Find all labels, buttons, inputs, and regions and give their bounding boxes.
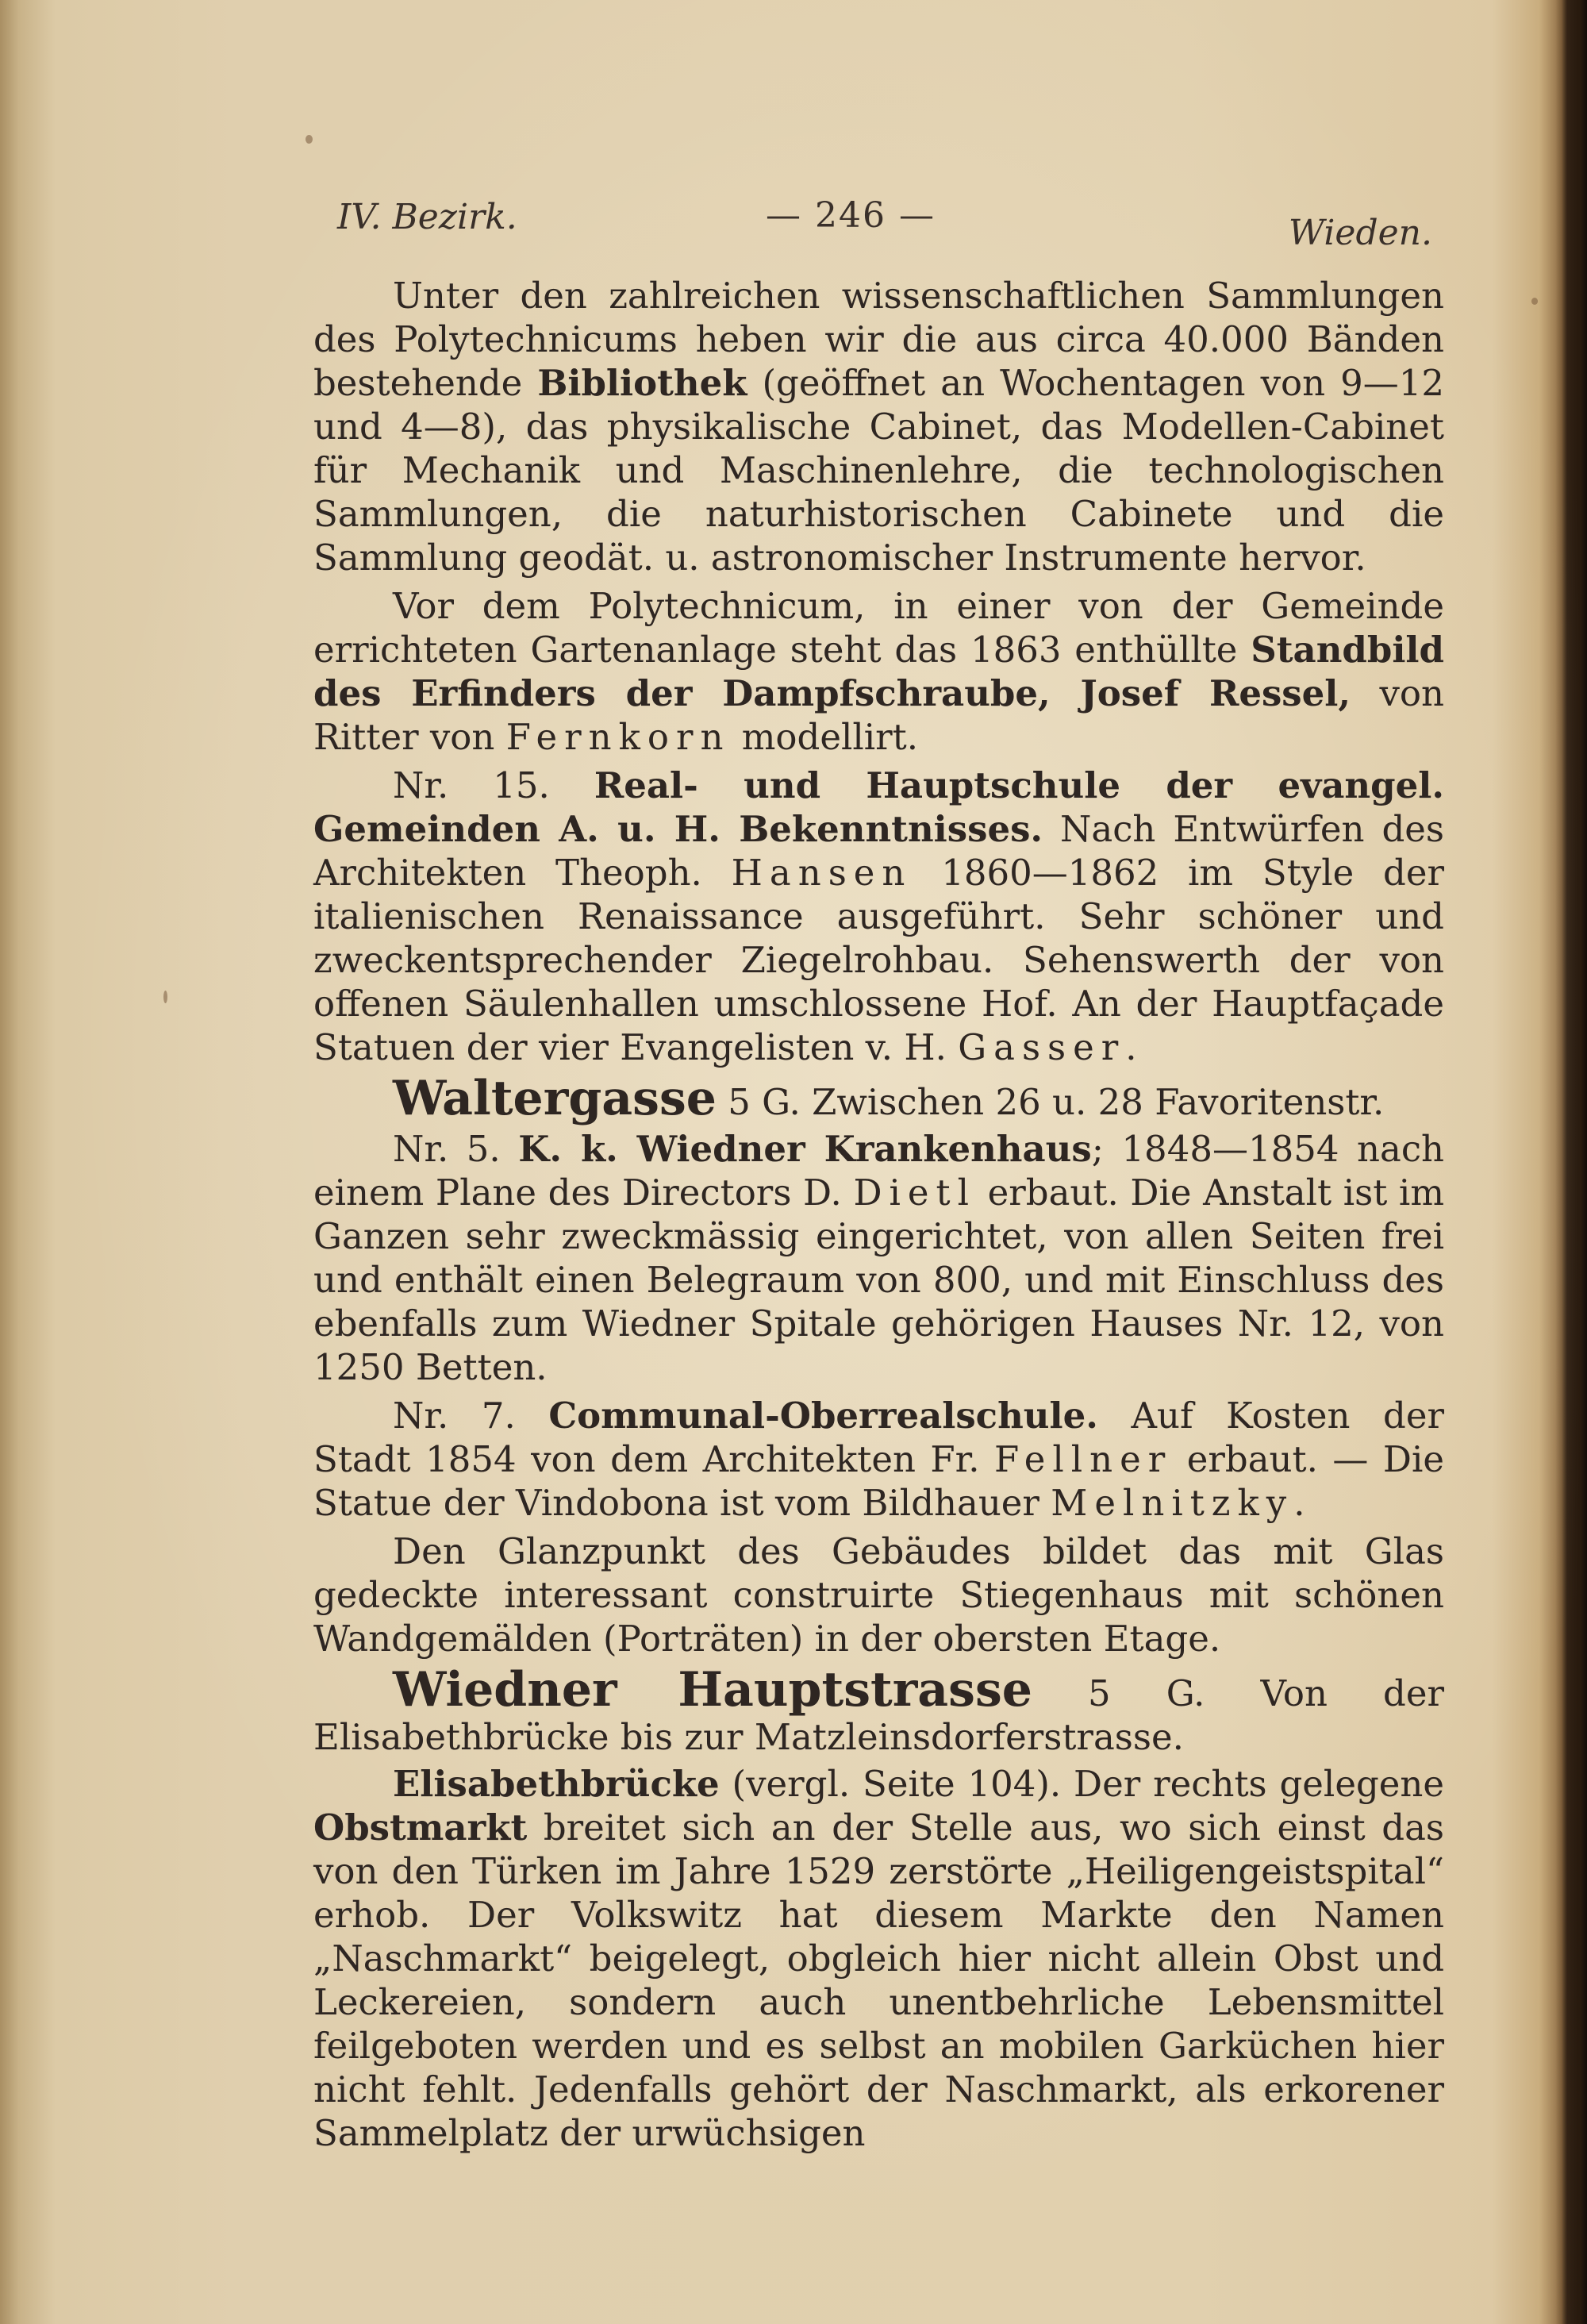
ink-spot (163, 991, 167, 1003)
text-run: Nr. 5. (393, 1128, 519, 1170)
header-district: IV. Bezirk. (337, 197, 517, 237)
text-run: 1860—1862 im Style der italienischen Renaissance ausgeführt. Sehr schöner und zweckentsprechender Ziegelrohbau. Sehenswerth der von offenen Säulenhallen umschlossene Hof. An der Hauptfaçade Statuen der vier Evangelisten v. H. (313, 852, 1444, 1068)
text-run: breitet sich an der Stelle aus, wo sich einst das von den Türken im Jahre 1529 zerstörte „Heiligengeistspital“ erhob. Der Volkswitz hat diesem Markte den Namen „Naschmarkt“ beigelegt, obgleich hier nicht allein Obst und Leckereien, sondern auch unentbehrliche Lebensmittel feilgeboten werden und es selbst an mobilen Garküchen hier nicht fehlt. Jedenfalls gehört der Naschmarkt, als erkorener Sammelplatz der urwüchsigen (313, 1806, 1444, 2154)
text-run: (geöffnet an Wochentagen von 9—12 und 4—8), das physikalische Cabinet, das Modellen-Cabinet für Mechanik und Maschinenlehre, die technologischen Sammlungen, die naturhistorischen Cabinete und die Sammlung geodät. u. astronomischer Instrumente hervor. (313, 362, 1444, 579)
spaced-name: Melnitzky (1051, 1482, 1294, 1524)
text-run: Den Glanzpunkt des Gebäudes bildet das mit Glas gedeckte interessant construirte Stiegenhaus mit schönen Wandgemälden (Porträten) in der obersten Etage. (313, 1530, 1444, 1660)
page-gutter-shadow (1555, 0, 1587, 2324)
text-run: 5 G. Zwischen 26 u. 28 Favoritenstr. (716, 1081, 1385, 1123)
bold-term: K. k. Wiedner Krankenhaus (518, 1128, 1092, 1170)
paragraph-stiegenhaus (313, 1529, 1444, 1660)
spaced-name: Gasser (958, 1026, 1126, 1068)
page-text (313, 274, 1444, 2160)
ink-spot (305, 135, 313, 144)
text-run: . (1293, 1482, 1305, 1524)
bold-term: Communal-Oberrealschule. (548, 1395, 1098, 1437)
text-run: von Ritter von (313, 672, 1444, 758)
street-heading-waltergasse (313, 1071, 1444, 1126)
bold-term: Obstmarkt (313, 1806, 528, 1849)
street-name: Wiedner Hauptstrasse (393, 1662, 1032, 1718)
text-run: Auf Kosten der Stadt 1854 von dem Architekten Fr. (313, 1395, 1444, 1480)
spaced-name: Fellner (993, 1438, 1173, 1480)
street-heading-wiedner-hauptstrasse (313, 1662, 1444, 1759)
paragraph-polytechnic-collections (313, 274, 1444, 579)
paragraph-oberrealschule (313, 1394, 1444, 1525)
text-run: erbaut. — Die Statue der Vindobona ist vom Bildhauer (313, 1438, 1444, 1524)
text-run: Vor dem Polytechnicum, in einer von der Gemeinde errichteten Gartenanlage steht das 1863 enthüllte (313, 585, 1444, 671)
spaced-name: Fernkorn (505, 716, 731, 758)
paragraph-elisabethbruecke (313, 1762, 1444, 2155)
bold-term: Real- und Hauptschule der evangel. Gemeinden A. u. H. Bekenntnisses. (313, 764, 1445, 850)
text-run: (vergl. Seite 104). Der rechts gelegene (719, 1763, 1444, 1805)
ink-spot (1531, 298, 1538, 305)
text-run: ; 1848—1854 nach einem Plane des Directors D. (313, 1128, 1445, 1214)
paragraph-ressel-monument (313, 584, 1444, 759)
page-number: — 246 — (766, 195, 936, 236)
spaced-name: Hansen (731, 852, 913, 894)
text-run: Unter den zahlreichen wissenschaftlichen Sammlungen des Polytechnicums heben wir die aus circa 40.000 Bänden bestehende (313, 275, 1444, 404)
text-run: . (1125, 1026, 1137, 1068)
text-run: Nr. 7. (393, 1395, 549, 1437)
paragraph-wiedner-krankenhaus (313, 1127, 1444, 1389)
spaced-name: Dietl (853, 1172, 977, 1214)
text-run: erbaut. Die Anstalt ist im Ganzen sehr zweckmässig eingerichtet, von allen Seiten frei und enthält einen Belegraum von 800, und mit Einschluss des ebenfalls zum Wiedner Spitale gehörigen Hauses Nr. 12, von 1250 Betten. (313, 1172, 1444, 1388)
header-section: Wieden. (1288, 213, 1432, 253)
running-head (337, 190, 1432, 254)
text-run: Nach Entwürfen des Architekten Theoph. (313, 808, 1444, 894)
paragraph-evangelical-school (313, 764, 1444, 1069)
bold-term: Bibliothek (537, 362, 747, 404)
text-run: Nr. 15. (393, 764, 594, 806)
text-run: modellirt. (730, 716, 919, 758)
bold-term: Elisabethbrücke (393, 1763, 720, 1805)
bold-term: Standbild des Erfinders der Dampfschraube, Josef Ressel, (313, 629, 1444, 714)
text-run: 5 G. Von der Elisabethbrücke bis zur Matzleinsdorferstrasse. (313, 1672, 1444, 1758)
street-name: Waltergasse (393, 1071, 717, 1126)
